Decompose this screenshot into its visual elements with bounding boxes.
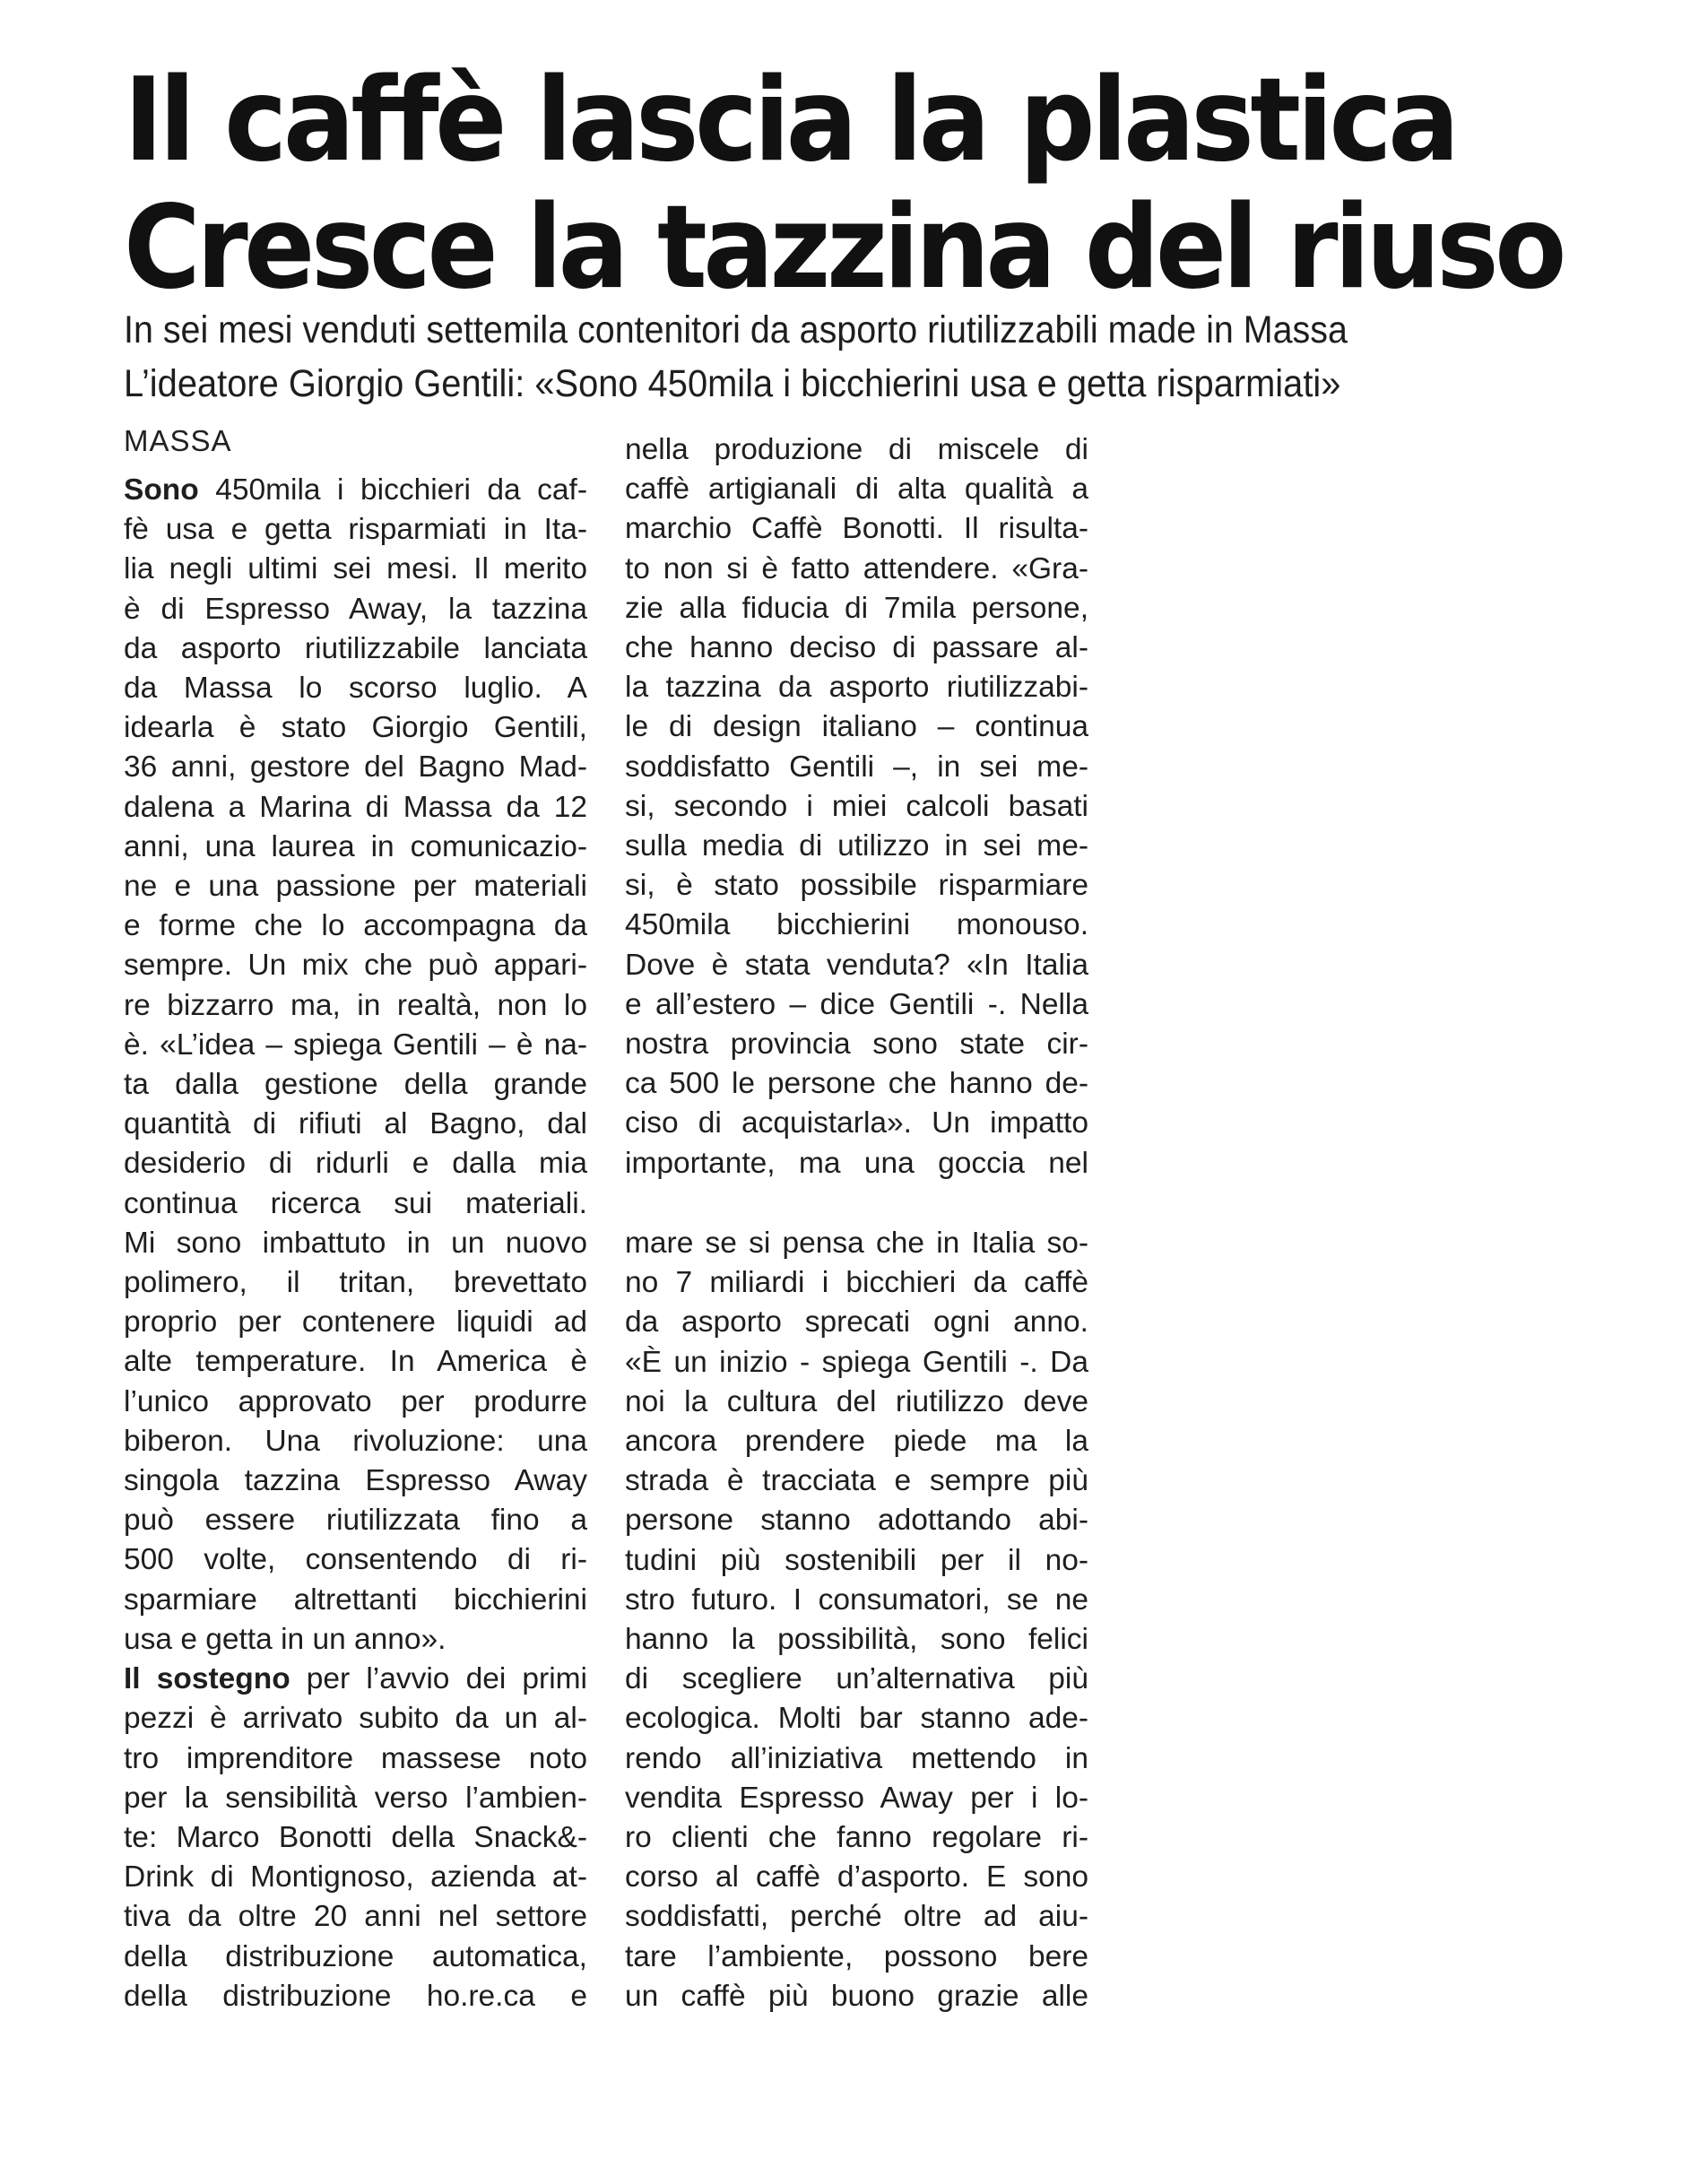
body-text-line: ta dalla gestione della grande	[124, 1068, 587, 1102]
body-text-line: proprio per contenere liquidi ad	[124, 1305, 587, 1340]
body-text-line: l’unico approvato per produrre	[124, 1384, 587, 1418]
body-text-line	[124, 1660, 587, 1699]
body-text-line: nostra provincia sono state cir-	[625, 1027, 1088, 1062]
body-text-line: dalena a Marina di Massa da 12	[124, 790, 587, 824]
body-text-line: e forme che lo accompagna da	[124, 909, 587, 943]
body-text-line: ciso di acquistarla». Un impatto	[625, 1106, 1088, 1140]
body-text-line: quantità di rifiuti al Bagno, dal	[124, 1107, 587, 1141]
body-text-line: Mi sono imbattuto in un nuovo	[124, 1226, 587, 1260]
dateline: MASSA	[124, 424, 232, 457]
body-text-line: biberon. Una rivoluzione: una	[124, 1424, 587, 1458]
body-text-line: un caffè più buono grazie alle	[625, 1979, 1088, 2013]
article-column-1	[124, 471, 587, 2016]
body-text-line: mare se si pensa che in Italia so-	[625, 1227, 1088, 1260]
body-text-line: alte temperature. In America è	[124, 1345, 587, 1379]
body-text-line: polimero, il tritan, brevettato	[124, 1266, 587, 1300]
body-text-line: che hanno deciso di passare al-	[625, 631, 1088, 665]
subheadline-line-1: In sei mesi venduti settemila contenitori da asporto riutilizzabili made in Massa	[124, 308, 1348, 351]
subheadline-line-2: L’ideatore Giorgio Gentili: «Sono 450mila i bicchierini usa e getta risparmiati»	[124, 362, 1341, 405]
body-text-line: ancora prendere piede ma la	[625, 1425, 1088, 1459]
paragraph-text: per l’avvio dei primi	[290, 1662, 587, 1696]
body-text-line: tare l’ambiente, possono bere	[625, 1939, 1088, 1973]
body-text-line: la tazzina da asporto riutilizzabi-	[625, 671, 1088, 705]
body-text-line: sempre. Un mix che può appari-	[124, 949, 587, 983]
body-text-line: soddisfatti, perché oltre ad aiu-	[625, 1900, 1088, 1934]
body-text-line: lia negli ultimi sei mesi. Il merito	[124, 552, 587, 586]
body-text-line: ca 500 le persone che hanno de-	[625, 1067, 1088, 1101]
body-text-line: da Massa lo scorso luglio. A	[124, 672, 587, 706]
body-text-line: continua ricerca sui materiali.	[124, 1186, 587, 1220]
body-text-line: usa e getta in un anno».	[124, 1622, 447, 1656]
body-text-line: tro imprenditore massese noto	[124, 1741, 587, 1775]
article-column-2-bottom	[625, 1224, 1088, 2016]
body-text-line: 500 volte, consentendo di ri-	[124, 1543, 587, 1577]
body-text-line: zie alla fiducia di 7mila persone,	[625, 591, 1088, 625]
paragraph-lead-word: Sono	[124, 473, 199, 507]
body-text-line: persone stanno adottando abi-	[625, 1504, 1088, 1538]
body-text-line: fè usa e getta risparmiati in Ita-	[124, 513, 587, 547]
body-text-line: della distribuzione automatica,	[124, 1939, 587, 1973]
body-text-line: si, secondo i miei calcoli basati	[625, 789, 1088, 823]
body-text-line: sparmiare altrettanti bicchierini	[124, 1582, 587, 1617]
body-text-line: da asporto riutilizzabile lanciata	[124, 631, 587, 665]
body-text-line: e all’estero – dice Gentili -. Nella	[625, 987, 1088, 1021]
body-text-line: ne e una passione per materiali	[124, 870, 587, 904]
article-column-2-top	[625, 430, 1088, 1184]
body-text-line: te: Marco Bonotti della Snack&-	[124, 1820, 587, 1854]
body-text-line: idearla è stato Giorgio Gentili,	[124, 711, 587, 745]
headline-line-2: Cresce la tazzina del riuso	[124, 181, 1563, 315]
body-text-line: si, è stato possibile risparmiare	[625, 869, 1088, 903]
body-text-line: pezzi è arrivato subito da un al-	[124, 1702, 587, 1736]
body-text-line: della distribuzione ho.re.ca e	[124, 1979, 587, 2013]
body-text-line: Dove è stata venduta? «In Italia	[625, 948, 1088, 982]
paragraph-text: 450mila i bicchieri da caf-	[198, 473, 587, 507]
body-text-line: importante, ma una goccia nel	[625, 1146, 1088, 1180]
body-text-line: «È un inizio - spiega Gentili -. Da	[625, 1345, 1088, 1379]
body-text-line: no 7 miliardi i bicchieri da caffè	[625, 1266, 1088, 1300]
body-text-line: è. «L’idea – spiega Gentili – è na-	[124, 1027, 587, 1062]
body-text-line: ecologica. Molti bar stanno ade-	[625, 1702, 1088, 1736]
body-text-line	[124, 471, 587, 510]
body-text-line: marchio Caffè Bonotti. Il risulta-	[625, 512, 1088, 546]
body-text-line: ro clienti che fanno regolare ri-	[625, 1821, 1088, 1855]
body-text-line: 450mila bicchierini monouso.	[625, 908, 1088, 942]
body-text-line: di scegliere un’alternativa più	[625, 1662, 1088, 1696]
paragraph-lead-word: Il sostegno	[124, 1662, 290, 1696]
body-text-line: noi la cultura del riutilizzo deve	[625, 1384, 1088, 1418]
body-text-line: da asporto sprecati ogni anno.	[625, 1305, 1088, 1340]
body-text-line: caffè artigianali di alta qualità a	[625, 473, 1088, 507]
body-text-line: tudini più sostenibili per il no-	[625, 1543, 1088, 1577]
body-text-line: hanno la possibilità, sono felici	[625, 1623, 1088, 1657]
body-text-line: singola tazzina Espresso Away	[124, 1464, 587, 1498]
body-text-line: può essere riutilizzata fino a	[124, 1504, 587, 1538]
body-text-line: desiderio di ridurli e dalla mia	[124, 1147, 587, 1181]
body-text-line: stro futuro. I consumatori, se ne	[625, 1582, 1088, 1617]
body-text-line: sulla media di utilizzo in sei me-	[625, 829, 1088, 863]
headline-line-1: Il caffè lascia la plastica	[124, 54, 1456, 187]
body-text-line: tiva da oltre 20 anni nel settore	[124, 1900, 587, 1934]
body-text-line: corso al caffè d’asporto. E sono	[625, 1860, 1088, 1895]
body-text-line: soddisfatto Gentili –, in sei me-	[625, 750, 1088, 784]
body-text-line: Drink di Montignoso, azienda at-	[124, 1860, 587, 1895]
body-text-line: per la sensibilità verso l’ambien-	[124, 1781, 587, 1815]
body-text-line: anni, una laurea in comunicazio-	[124, 829, 587, 863]
body-text-line: vendita Espresso Away per i lo-	[625, 1781, 1088, 1815]
body-text-line: to non si è fatto attendere. «Gra-	[625, 551, 1088, 585]
body-text-line: è di Espresso Away, la tazzina	[124, 592, 587, 626]
body-text-line: re bizzarro ma, in realtà, non lo	[124, 988, 587, 1022]
body-text-line: strada è tracciata e sempre più	[625, 1464, 1088, 1498]
body-text-line: le di design italiano – continua	[625, 710, 1088, 744]
body-text-line: rendo all’iniziativa mettendo in	[625, 1741, 1088, 1775]
body-text-line: nella produzione di miscele di	[625, 433, 1088, 466]
body-text-line: 36 anni, gestore del Bagno Mad-	[124, 750, 587, 785]
